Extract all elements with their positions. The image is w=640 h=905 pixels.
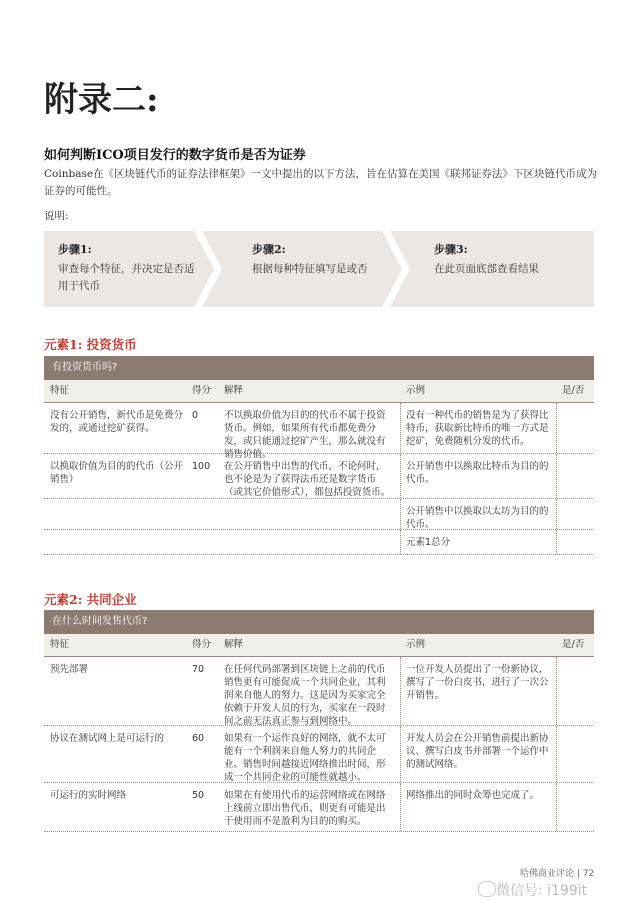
step-3-title: 步骤3: bbox=[434, 243, 468, 256]
column-divider bbox=[556, 726, 557, 782]
table-header bbox=[44, 380, 594, 403]
example-cell: 公开销售中以换取比特币为目的的代币。 bbox=[406, 461, 549, 485]
step-1-desc: 审查每个特征，并决定是否适用于代币 bbox=[58, 263, 195, 292]
score-cell: 100 bbox=[192, 461, 211, 472]
table-row bbox=[44, 726, 594, 783]
example-cell: 没有一种代币的销售是为了获得比特币，获取新比特币的唯一方式是挖矿，免费随机分发的代币。 bbox=[406, 410, 549, 447]
page-footer: 哈佛商业评论 | 72 bbox=[520, 869, 595, 879]
column-divider bbox=[556, 454, 557, 498]
total-row bbox=[44, 530, 594, 555]
col-example: 示例 bbox=[406, 385, 426, 396]
explanation-cell: 如果在有使用代币的运营网络或在网络上线前立即出售代币，则更有可能是出于使用而不是盈利为目的的购买。 bbox=[224, 790, 386, 827]
example-cell: 开发人员会在公开销售前提出新协议、撰写白皮书并部署一个运作中的测试网络。 bbox=[406, 733, 549, 770]
col-yes-no: 是/否 bbox=[562, 385, 585, 396]
element-1-title: 元素1: 投资货币 bbox=[44, 337, 137, 352]
feature-cell: 可运行的实时网络 bbox=[50, 790, 127, 801]
column-divider bbox=[400, 403, 401, 453]
col-example: 示例 bbox=[406, 639, 426, 650]
example-cell: 一位开发人员提出了一份新协议，撰写了一份白皮书，进行了一次公开销售。 bbox=[406, 664, 549, 701]
column-divider bbox=[556, 530, 557, 554]
table-row bbox=[44, 403, 594, 460]
column-divider bbox=[400, 657, 401, 725]
col-yes-no: 是/否 bbox=[562, 639, 585, 650]
column-divider bbox=[556, 783, 557, 831]
page-title: 附录二: bbox=[44, 80, 159, 120]
score-cell: 50 bbox=[192, 790, 205, 801]
column-divider bbox=[400, 726, 401, 782]
element-2-table bbox=[44, 610, 594, 832]
table-row bbox=[44, 454, 594, 499]
step-2-desc: 根据每种特征填写是或否 bbox=[252, 263, 368, 275]
column-divider bbox=[400, 783, 401, 831]
explanation-cell: 在任何代码部署到区块链上之前的代币销售更有可能促成一个共同企业，其利润来自他人的努力。这是因为买家完全依赖于开发人员的行为，买家在一段时间之前无法真正参与到网络中。 bbox=[224, 664, 386, 727]
feature-cell: 预先部署 bbox=[50, 664, 89, 675]
element-2-question: 在什么时间发售代币? bbox=[44, 610, 594, 634]
step-2 bbox=[224, 231, 394, 307]
column-divider bbox=[556, 499, 557, 529]
table-row bbox=[44, 783, 594, 832]
step-1-title: 步骤1: bbox=[58, 243, 92, 256]
total-label: 元素1总分 bbox=[406, 537, 451, 548]
table-header bbox=[44, 634, 594, 657]
element-2-title: 元素2: 共同企业 bbox=[44, 592, 137, 607]
score-cell: 0 bbox=[192, 410, 199, 421]
col-score: 得分 bbox=[192, 385, 212, 396]
example-cell: 网络推出的同时众筹也完成了。 bbox=[406, 790, 540, 801]
element-1-question: 有投资货币吗? bbox=[44, 356, 594, 380]
step-2-title: 步骤2: bbox=[252, 243, 286, 256]
element-1-table bbox=[44, 356, 594, 555]
score-cell: 60 bbox=[192, 733, 205, 744]
table-row bbox=[44, 499, 594, 530]
feature-cell: 没有公开销售，新代币是免费分发的，或通过挖矿获得。 bbox=[50, 410, 184, 434]
score-cell: 70 bbox=[192, 664, 205, 675]
explanation-cell: 在公开销售中出售的代币，不论何时，也不论是为了获得法币还是数字货币（或其它价值形式），都包括投资货币。 bbox=[224, 461, 391, 498]
watermark: 微信号: i199it bbox=[496, 883, 588, 899]
steps-banner bbox=[44, 231, 594, 307]
col-feature: 特征 bbox=[50, 385, 70, 396]
column-divider bbox=[400, 530, 401, 554]
step-3 bbox=[412, 231, 594, 307]
intro-paragraph: Coinbase在《区块链代币的证券法律框架》一文中提出的以下方法，旨在估算在美国《联邦证券法》下区块链代币成为证券的可能性。 bbox=[44, 168, 598, 197]
column-divider bbox=[556, 657, 557, 725]
step-1 bbox=[44, 231, 204, 307]
col-explanation: 解释 bbox=[224, 385, 244, 396]
column-divider bbox=[556, 403, 557, 453]
feature-cell: 以换取价值为目的的代币（公开销售） bbox=[50, 461, 184, 485]
example-cell: 公开销售中以换取以太坊为目的的代币。 bbox=[406, 506, 549, 530]
note-label: 说明: bbox=[44, 210, 69, 222]
column-divider bbox=[400, 454, 401, 498]
step-3-desc: 在此页面底部查看结果 bbox=[434, 263, 539, 275]
col-score: 得分 bbox=[192, 639, 212, 650]
explanation-cell: 不以换取价值为目的的代币不属于投资货币。例如，如果所有代币都免费分发，或只能通过挖矿产生，那么就没有销售价值。 bbox=[224, 410, 386, 460]
explanation-cell: 如果有一个运作良好的网络，就不太可能有一个利润来自他人努力的共同企业。销售时间越接近网络推出时间，形成一个共同企业的可能性就越小。 bbox=[224, 733, 386, 783]
feature-cell: 协议在测试网上是可运行的 bbox=[50, 733, 165, 744]
col-explanation: 解释 bbox=[224, 639, 244, 650]
wechat-icon bbox=[478, 881, 496, 897]
column-divider bbox=[400, 499, 401, 529]
section-heading: 如何判断ICO项目发行的数字货币是否为证券 bbox=[44, 148, 306, 163]
table-row bbox=[44, 657, 594, 726]
col-feature: 特征 bbox=[50, 639, 70, 650]
